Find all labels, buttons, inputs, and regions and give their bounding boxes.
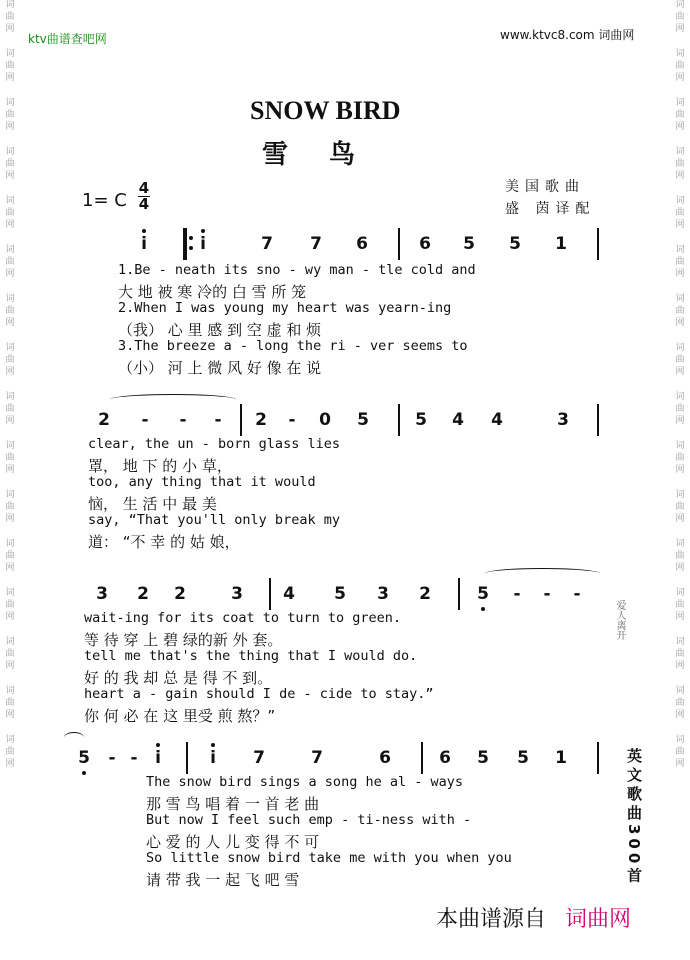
- margin-glyph: 曲: [675, 502, 685, 512]
- margin-glyph: 词: [675, 588, 685, 598]
- margin-glyph: 曲: [675, 453, 685, 463]
- note: 5: [78, 748, 90, 768]
- margin-glyph: 网: [675, 759, 685, 769]
- lyric-line-english: heart a - gain should I de - cide to stay.”: [84, 686, 434, 702]
- margin-glyph: 曲: [5, 649, 15, 659]
- margin-glyph: 网: [5, 220, 15, 230]
- margin-glyph: 曲: [5, 306, 15, 316]
- margin-glyph: 词: [675, 392, 685, 402]
- margin-glyph: 词: [675, 441, 685, 451]
- margin-glyph: 网: [5, 612, 15, 622]
- note: -: [214, 410, 222, 430]
- lyric-line-chinese: 罩， 地 下 的 小 草，: [88, 457, 232, 475]
- barline: [240, 404, 242, 436]
- margin-glyph: 曲: [675, 208, 685, 218]
- margin-glyph: 网: [675, 563, 685, 573]
- margin-glyph: 网: [5, 661, 15, 671]
- song-origin: 美国歌曲: [505, 179, 585, 195]
- barline: [398, 228, 400, 260]
- note: 6: [419, 234, 431, 254]
- barline: [186, 742, 188, 774]
- note: 6: [439, 748, 451, 768]
- margin-glyph: 网: [675, 710, 685, 720]
- tie-arc: [110, 394, 236, 405]
- margin-glyph: 曲: [675, 698, 685, 708]
- barline: [597, 404, 599, 436]
- margin-glyph: 网: [675, 122, 685, 132]
- margin-glyph: 曲: [675, 355, 685, 365]
- margin-glyph: 网: [675, 661, 685, 671]
- lyric-line-chinese: （我） 心 里 感 到 空 虚 和 烦: [118, 321, 322, 339]
- lyric-line-english: So little snow bird take me with you when you: [146, 850, 512, 866]
- repeat-sign: [189, 236, 193, 250]
- lyric-line-english: 3.The breeze a - long the ri - ver seems to: [118, 338, 468, 354]
- margin-glyph: 网: [5, 73, 15, 83]
- barline: [421, 742, 423, 774]
- margin-glyph: 词: [675, 294, 685, 304]
- footer-source: [436, 902, 631, 933]
- note: i: [155, 748, 161, 768]
- margin-glyph: 网: [675, 318, 685, 328]
- right-margin-watermark: [672, 0, 688, 960]
- margin-glyph: 曲: [5, 12, 15, 22]
- margin-glyph: 曲: [5, 61, 15, 71]
- margin-glyph: 曲: [5, 208, 15, 218]
- margin-glyph: 词: [5, 686, 15, 696]
- margin-glyph: 曲: [675, 600, 685, 610]
- site-name-right: www.ktvc8.com 词曲网: [500, 28, 635, 42]
- footer-brand[interactable]: 词曲网: [565, 907, 632, 932]
- note: 1: [555, 748, 567, 768]
- octave-dot-high: [156, 743, 160, 747]
- book-label: 英文歌曲300首: [625, 748, 643, 887]
- lyric-line-english: too, any thing that it would: [88, 474, 316, 490]
- margin-glyph: 词: [5, 294, 15, 304]
- margin-glyph: 词: [5, 539, 15, 549]
- margin-glyph: 词: [5, 196, 15, 206]
- lyric-line-chinese: 那 雪 鸟 唱 着 一 首 老 曲: [146, 795, 320, 813]
- note: 3: [377, 584, 389, 604]
- lyric-line-chinese: （小） 河 上 微 风 好 像 在 说: [118, 359, 322, 377]
- note: 5: [509, 234, 521, 254]
- note: 6: [356, 234, 368, 254]
- lyric-line-english: But now I feel such emp - ti-ness with -: [146, 812, 472, 828]
- note: 5: [463, 234, 475, 254]
- note: -: [141, 410, 149, 430]
- margin-glyph: 曲: [5, 257, 15, 267]
- lyric-line-english: wait-ing for its coat to turn to green.: [84, 610, 401, 626]
- margin-glyph: 曲: [675, 257, 685, 267]
- margin-glyph: 曲: [675, 306, 685, 316]
- margin-glyph: 网: [675, 416, 685, 426]
- margin-glyph: 词: [675, 539, 685, 549]
- octave-dot-low: [82, 771, 86, 775]
- lyric-line-chinese: 心 爱 的 人 儿 变 得 不 可: [146, 833, 320, 851]
- margin-glyph: 网: [5, 171, 15, 181]
- note: 2: [419, 584, 431, 604]
- margin-glyph: 词: [675, 147, 685, 157]
- note: 2: [98, 410, 110, 430]
- margin-glyph: 词: [675, 735, 685, 745]
- margin-glyph: 网: [5, 367, 15, 377]
- octave-dot-high: [211, 743, 215, 747]
- barline: [183, 228, 187, 260]
- note: 5: [415, 410, 427, 430]
- time-signature-top: 4: [138, 179, 150, 197]
- lyric-line-english: tell me that's the thing that I would do.: [84, 648, 418, 664]
- octave-dot-low: [481, 607, 485, 611]
- tie-arc: [64, 732, 84, 743]
- barline: [597, 228, 599, 260]
- margin-glyph: 词: [5, 49, 15, 59]
- lyric-line-chinese: 等 待 穿 上 碧 绿的新 外 套。: [84, 631, 283, 649]
- note: 2: [255, 410, 267, 430]
- margin-glyph: 曲: [5, 698, 15, 708]
- margin-glyph: 曲: [5, 551, 15, 561]
- handwritten-note: 爱人离开: [614, 600, 625, 640]
- margin-glyph: 词: [5, 588, 15, 598]
- margin-glyph: 词: [5, 735, 15, 745]
- note: i: [141, 234, 147, 254]
- margin-glyph: 曲: [5, 747, 15, 757]
- note: 5: [357, 410, 369, 430]
- note: 2: [137, 584, 149, 604]
- footer-prefix: 本曲谱源自: [436, 907, 547, 932]
- lyric-line-english: The snow bird sings a song he al - ways: [146, 774, 463, 790]
- margin-glyph: 词: [5, 441, 15, 451]
- lyric-line-chinese: 大 地 被 寒 冷的 白 雪 所 笼: [118, 283, 307, 301]
- lyric-line-chinese: 道： “不 幸 的 姑 娘，: [88, 533, 240, 551]
- note: -: [179, 410, 187, 430]
- site-name-left: ktv曲谱查吧网: [28, 32, 107, 46]
- note: 3: [231, 584, 243, 604]
- margin-glyph: 曲: [5, 355, 15, 365]
- margin-glyph: 词: [675, 245, 685, 255]
- margin-glyph: 曲: [5, 404, 15, 414]
- note: 7: [310, 234, 322, 254]
- octave-dot-high: [142, 229, 146, 233]
- lyric-line-english: 2.When I was young my heart was yearn-ing: [118, 300, 452, 316]
- margin-glyph: 网: [5, 122, 15, 132]
- margin-glyph: 词: [5, 147, 15, 157]
- lyric-line-english: 1.Be - neath its sno - wy man - tle cold and: [118, 262, 476, 278]
- margin-glyph: 网: [5, 759, 15, 769]
- barline: [597, 742, 599, 774]
- lyric-line-chinese: 好 的 我 却 总 是 得 不 到。: [84, 669, 273, 687]
- note: 5: [477, 584, 489, 604]
- barline: [458, 578, 460, 610]
- margin-glyph: 词: [5, 245, 15, 255]
- time-signature: [138, 181, 150, 212]
- note: 5: [517, 748, 529, 768]
- translator-credit: 盛 茵译配: [505, 201, 596, 217]
- key-signature: 1= C: [82, 190, 127, 211]
- note: -: [573, 584, 581, 604]
- margin-glyph: 网: [675, 73, 685, 83]
- margin-glyph: 网: [5, 563, 15, 573]
- margin-glyph: 网: [675, 465, 685, 475]
- left-margin-watermark: [2, 0, 18, 960]
- note: 6: [379, 748, 391, 768]
- margin-glyph: 网: [675, 269, 685, 279]
- note: 5: [334, 584, 346, 604]
- note: 1: [555, 234, 567, 254]
- margin-glyph: 网: [5, 710, 15, 720]
- note: -: [130, 748, 138, 768]
- note: -: [108, 748, 116, 768]
- lyric-line-chinese: 请 带 我 一 起 飞 吧 雪: [146, 871, 300, 889]
- margin-glyph: 词: [5, 0, 15, 10]
- margin-glyph: 曲: [675, 110, 685, 120]
- lyric-line-english: say, “That you'll only break my: [88, 512, 340, 528]
- margin-glyph: 词: [5, 637, 15, 647]
- note: 2: [174, 584, 186, 604]
- margin-glyph: 网: [5, 416, 15, 426]
- margin-glyph: 曲: [675, 747, 685, 757]
- margin-glyph: 词: [5, 98, 15, 108]
- margin-glyph: 词: [675, 0, 685, 10]
- margin-glyph: 曲: [675, 551, 685, 561]
- margin-glyph: 网: [675, 171, 685, 181]
- note: 4: [491, 410, 503, 430]
- margin-glyph: 曲: [5, 453, 15, 463]
- margin-glyph: 网: [675, 220, 685, 230]
- margin-glyph: 曲: [675, 159, 685, 169]
- margin-glyph: 网: [5, 514, 15, 524]
- note: 7: [261, 234, 273, 254]
- note: 5: [477, 748, 489, 768]
- note: 3: [557, 410, 569, 430]
- note: 7: [253, 748, 265, 768]
- note: 0: [319, 410, 331, 430]
- lyric-line-chinese: 恼， 生 活 中 最 美: [88, 495, 217, 513]
- margin-glyph: 网: [675, 612, 685, 622]
- note: 7: [311, 748, 323, 768]
- tie-arc: [485, 568, 600, 579]
- margin-glyph: 词: [675, 49, 685, 59]
- note: -: [513, 584, 521, 604]
- note: 3: [96, 584, 108, 604]
- time-signature-bottom: 4: [138, 195, 150, 213]
- margin-glyph: 词: [675, 98, 685, 108]
- note: -: [288, 410, 296, 430]
- margin-glyph: 词: [675, 490, 685, 500]
- note: i: [200, 234, 206, 254]
- margin-glyph: 曲: [675, 12, 685, 22]
- margin-glyph: 网: [5, 24, 15, 34]
- margin-glyph: 词: [5, 343, 15, 353]
- margin-glyph: 网: [675, 514, 685, 524]
- lyric-line-english: clear, the un - born glass lies: [88, 436, 340, 452]
- margin-glyph: 词: [5, 392, 15, 402]
- margin-glyph: 网: [5, 318, 15, 328]
- barline: [269, 578, 271, 610]
- margin-glyph: 曲: [675, 404, 685, 414]
- barline: [398, 404, 400, 436]
- song-title: SNOW BIRD: [250, 96, 401, 125]
- margin-glyph: 词: [675, 686, 685, 696]
- margin-glyph: 曲: [5, 600, 15, 610]
- margin-glyph: 网: [675, 24, 685, 34]
- note: -: [543, 584, 551, 604]
- margin-glyph: 曲: [675, 61, 685, 71]
- margin-glyph: 曲: [5, 502, 15, 512]
- margin-glyph: 网: [5, 465, 15, 475]
- margin-glyph: 词: [675, 196, 685, 206]
- margin-glyph: 曲: [5, 110, 15, 120]
- song-subtitle: 雪 鸟: [262, 140, 372, 170]
- margin-glyph: 词: [675, 637, 685, 647]
- margin-glyph: 词: [5, 490, 15, 500]
- margin-glyph: 曲: [5, 159, 15, 169]
- margin-glyph: 网: [675, 367, 685, 377]
- note: i: [210, 748, 216, 768]
- margin-glyph: 曲: [675, 649, 685, 659]
- lyric-line-chinese: 你 何 必 在 这 里受 煎 熬？”: [84, 707, 276, 725]
- octave-dot-high: [201, 229, 205, 233]
- margin-glyph: 网: [5, 269, 15, 279]
- margin-glyph: 词: [675, 343, 685, 353]
- note: 4: [452, 410, 464, 430]
- note: 4: [283, 584, 295, 604]
